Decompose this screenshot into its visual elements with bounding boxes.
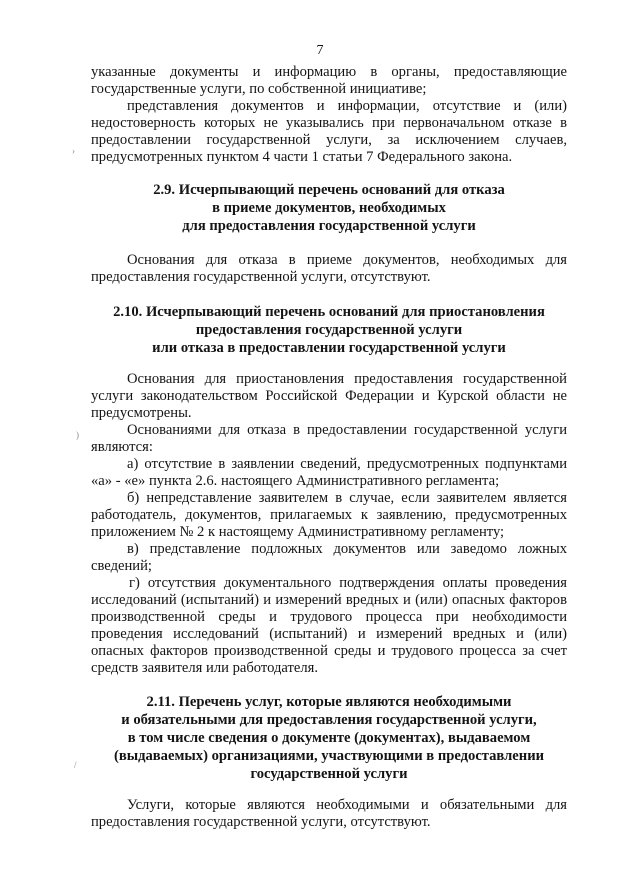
text-line: в) представление подложных документов или заведомо ложных: [127, 541, 567, 557]
page-number: 7: [316, 43, 324, 58]
text-line: «а» - «е» пункта 2.6. настоящего Административного регламента;: [91, 473, 500, 489]
section-heading-2-9: [91, 181, 567, 235]
heading-line: 2.9. Исчерпывающий перечень оснований для отказа: [153, 182, 505, 198]
text-line: предусмотрены.: [91, 405, 192, 421]
paragraph-continuation: [91, 64, 567, 166]
heading-line: и обязательными для предоставления государственной услуги,: [121, 712, 537, 728]
text-line: предусмотренных пунктом 4 части 1 статьи 7 Федерального закона.: [91, 149, 513, 165]
text-line: б) непредставление заявителем в случае, если заявителем является: [127, 490, 567, 506]
text-line: сведений;: [91, 558, 152, 574]
scan-mark: ›: [72, 146, 75, 156]
text-line: приложением № 2 к настоящему Административному регламенту;: [91, 524, 505, 540]
text-line: указанные документы и информацию в органы, предоставляющие: [91, 64, 567, 80]
heading-line: государственной услуги: [250, 766, 408, 782]
heading-line: предоставления государственной услуги: [195, 322, 463, 338]
text-line: Основания для приостановления предоставления государственной: [127, 371, 567, 387]
text-line: являются:: [91, 439, 153, 455]
text-line: Основания для отказа в приеме документов, необходимых для: [127, 252, 567, 268]
heading-line: 2.10. Исчерпывающий перечень оснований для приостановления: [113, 304, 545, 320]
text-line: государственные услуги, по собственной инициативе;: [91, 81, 427, 97]
heading-line: в приеме документов, необходимых: [212, 200, 446, 216]
text-line: предоставления государственной услуги, отсутствуют.: [91, 814, 431, 830]
text-line: исследований (испытаний) и измерений вредных и (или) опасных факторов: [91, 592, 567, 608]
text-line: средств заявителя или работодателя.: [91, 660, 318, 676]
text-line: представления документов и информации, отсутствие и (или): [127, 98, 567, 114]
section-heading-2-10: [91, 303, 567, 357]
heading-line: 2.11. Перечень услуг, которые являются необходимыми: [146, 694, 512, 710]
scan-mark: /: [74, 760, 77, 770]
text-line: опасных факторов производственной среды и трудового процесса за счет: [91, 643, 567, 659]
heading-line: для предоставления государственной услуги: [182, 218, 476, 234]
text-line: а) отсутствие в заявлении сведений, предусмотренных подпунктами: [127, 456, 567, 472]
scan-mark: ): [76, 430, 79, 440]
heading-line: (выдаваемых) организациями, участвующими в предоставлении: [113, 748, 545, 764]
paragraph-2-9: [91, 252, 567, 286]
paragraph-2-10: [91, 371, 567, 677]
text-line: производственной среды и трудового процесса при необходимости: [91, 609, 567, 625]
text-line: недостоверность которых не указывались при первоначальном отказе в: [91, 115, 567, 131]
text-line: Услуги, которые являются необходимыми и обязательными для: [127, 797, 567, 813]
text-line: Основаниями для отказа в предоставлении государственной услуги: [127, 422, 567, 438]
text-line: работодатель, документов, прилагаемых к заявлению, предусмотренных: [91, 507, 567, 523]
text-line: предоставлении государственной услуги, за исключением случаев,: [91, 132, 567, 148]
paragraph-2-11: [91, 797, 567, 831]
heading-line: в том числе сведения о документе (документах), выдаваемом: [127, 730, 531, 746]
heading-line: или отказа в предоставлении государственной услуги: [152, 340, 506, 356]
text-line: проведения исследований (испытаний) и измерений вредных и (или): [91, 626, 567, 642]
text-line: предоставления государственной услуги, отсутствуют.: [91, 269, 431, 285]
text-line: г) отсутствия документального подтверждения оплаты проведения: [129, 575, 567, 591]
text-line: услуги законодательством Российской Федерации и Курской области не: [91, 388, 567, 404]
section-heading-2-11: [91, 693, 567, 783]
